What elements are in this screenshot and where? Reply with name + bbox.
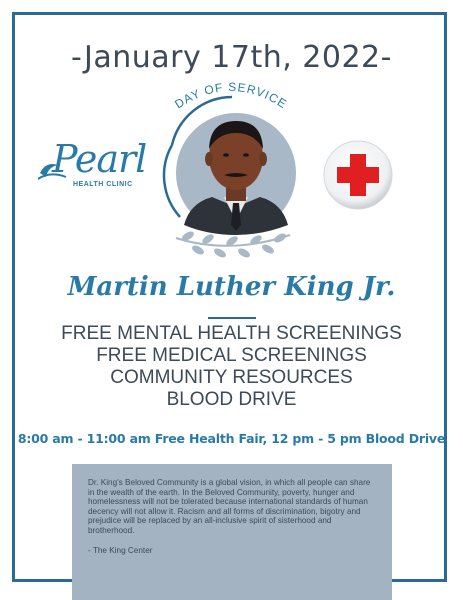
services-list: [0, 323, 463, 411]
divider: [208, 317, 256, 319]
quote-box: [72, 464, 392, 600]
quote-attribution: - The King Center: [88, 545, 153, 555]
quote-text: Dr. King's Beloved Community is a global vision, in which all people can share in the wealth of the earth. In the Beloved Community, poverty, hunger and homelessness will not be tolerated because international standards of human decency will not allow it. Racism and all forms of discrimination, bigotry and prejudice will be replaced by an all-inclusive spirit of sisterhood and brotherhood.: [88, 478, 371, 535]
service-item: COMMUNITY RESOURCES: [110, 367, 353, 388]
event-date: -January 17th, 2022-: [71, 40, 392, 75]
service-item: FREE MEDICAL SCREENINGS: [96, 345, 367, 366]
pearl-health-clinic-logo: [38, 137, 147, 199]
logo-name: Pearl: [52, 137, 147, 181]
logo-subtitle: HEALTH CLINIC: [73, 181, 133, 188]
honoree-name: Martin Luther King Jr.: [67, 272, 396, 302]
service-item: BLOOD DRIVE: [166, 389, 297, 410]
day-of-service-label: DAY OF SERVICE: [172, 79, 290, 112]
service-item: FREE MENTAL HEALTH SCREENINGS: [61, 323, 402, 344]
portrait-badge: [150, 75, 310, 270]
event-hours: 8:00 am - 11:00 am Free Health Fair, 12 pm - 5 pm Blood Drive: [17, 431, 446, 446]
red-cross-icon: [320, 137, 396, 213]
